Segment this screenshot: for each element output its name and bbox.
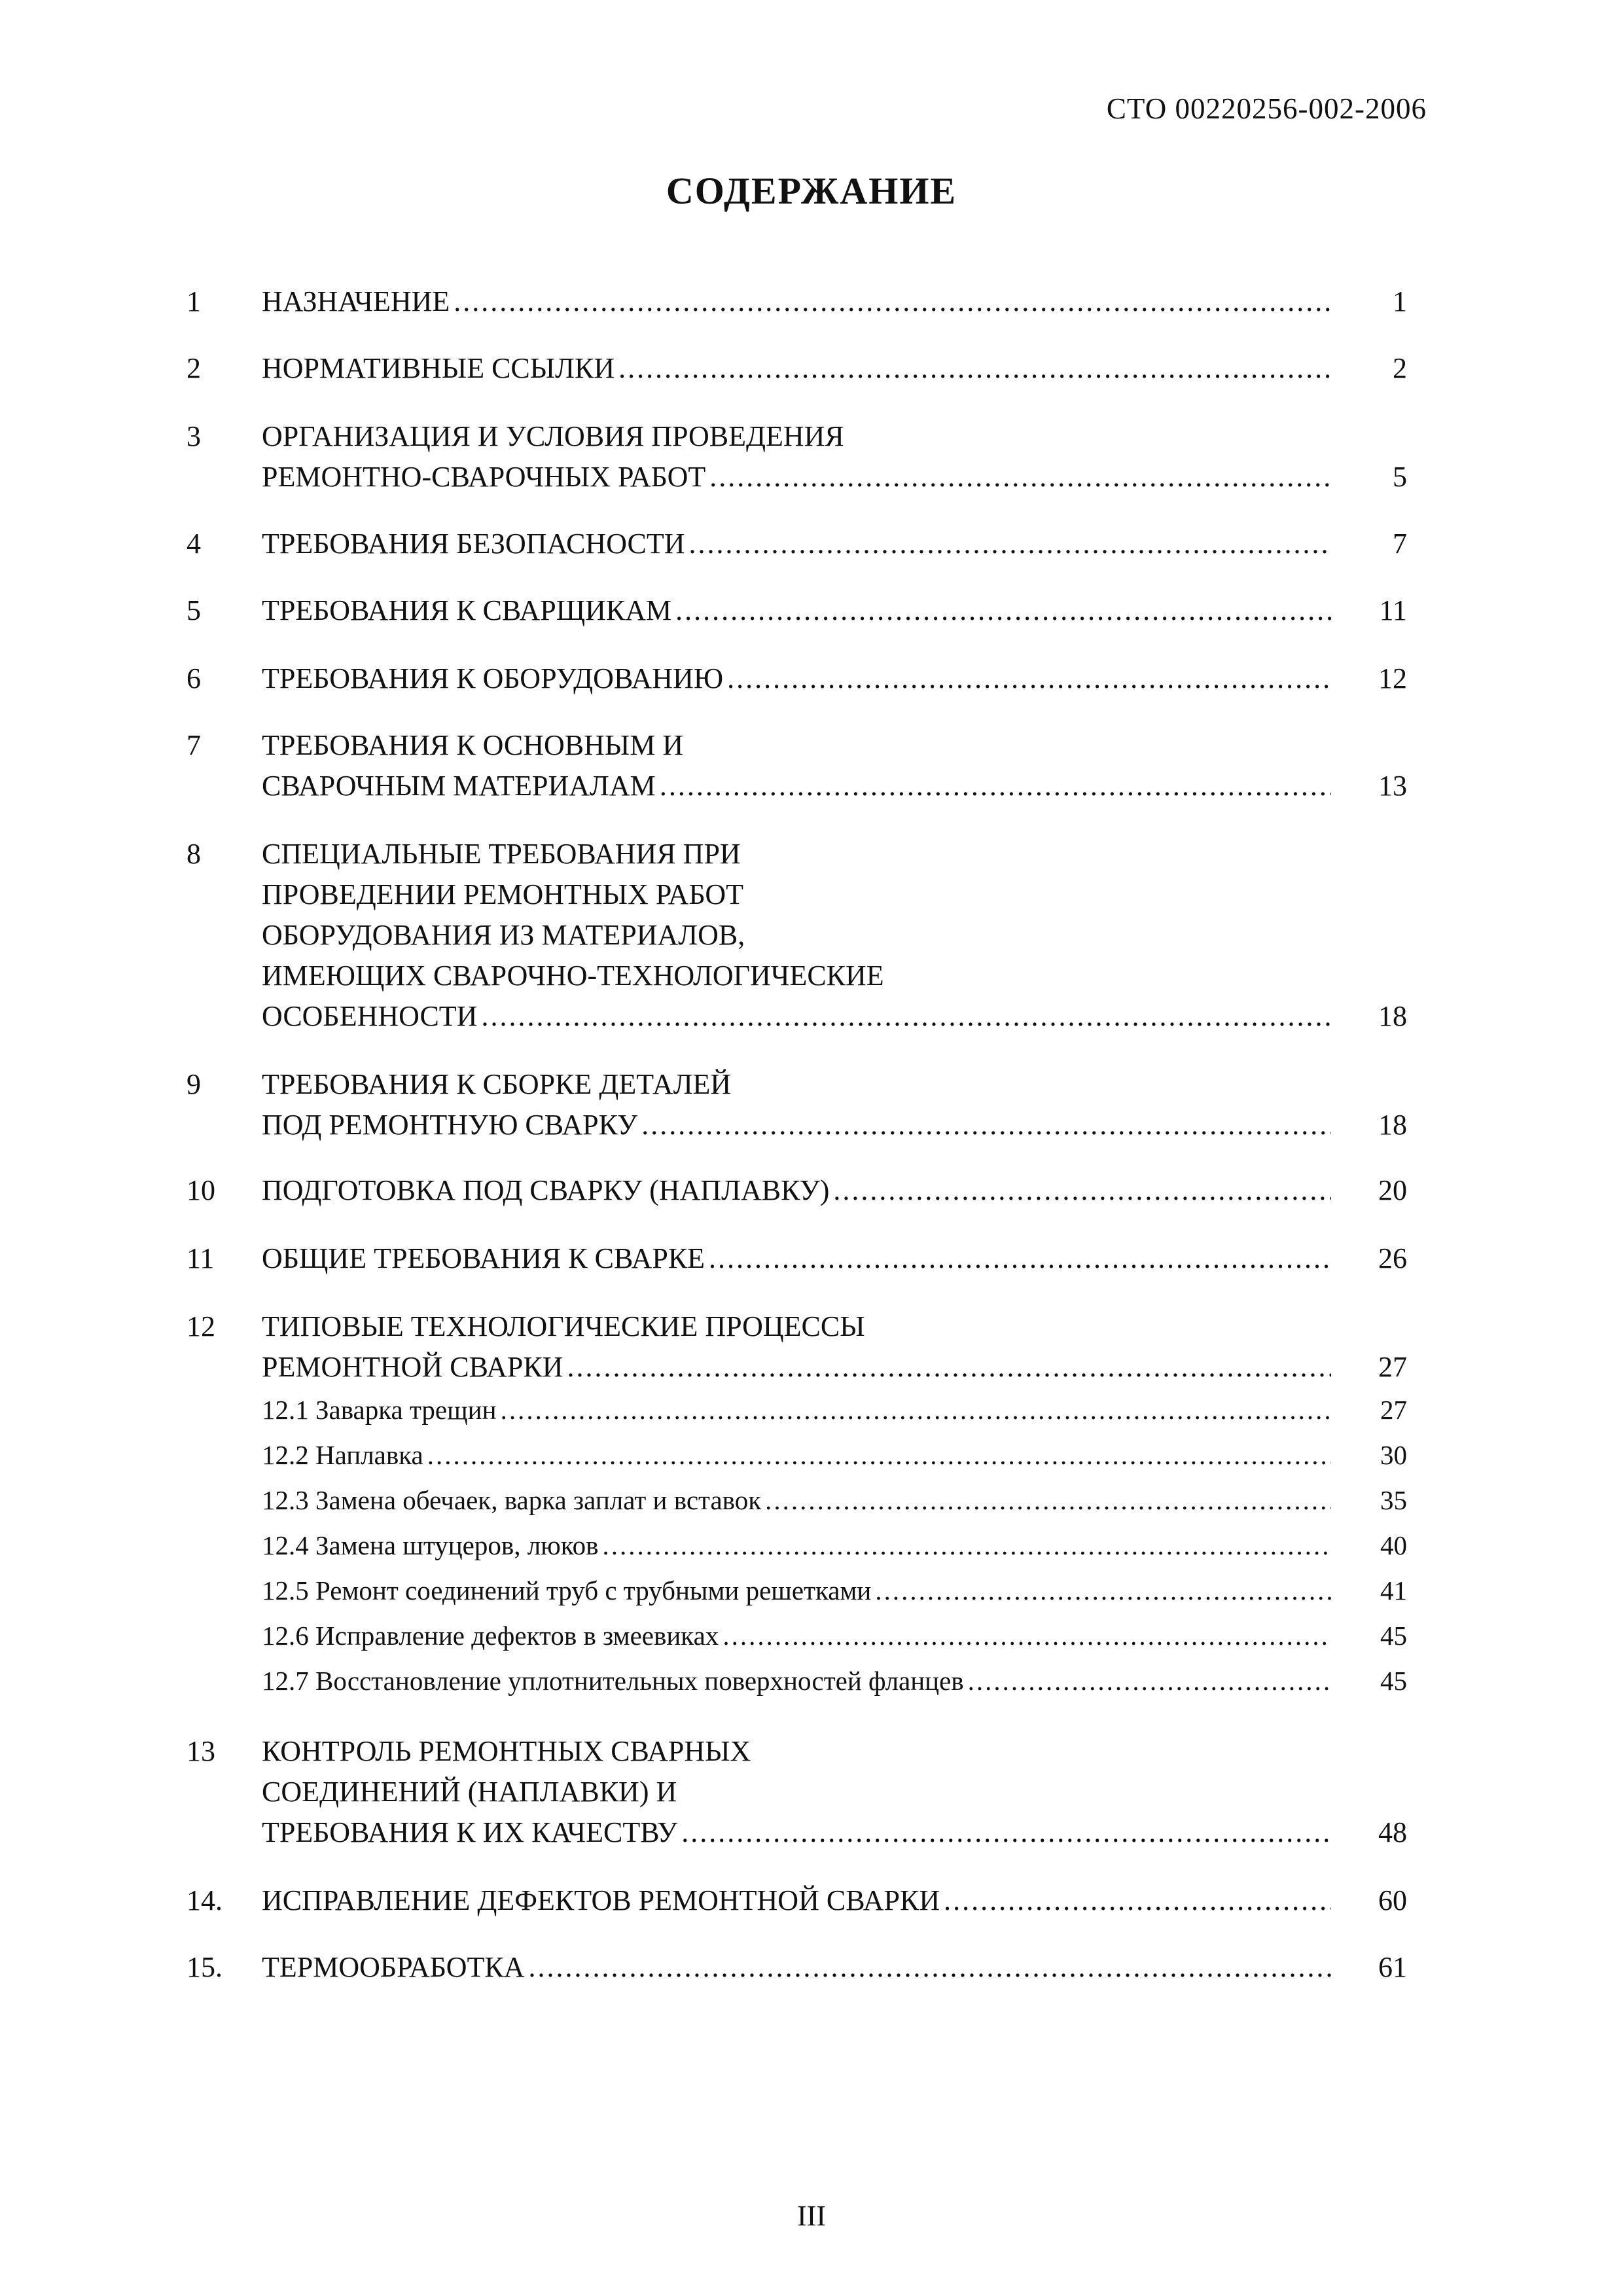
toc-entry-title-line: НАЗНАЧЕНИЕ (262, 285, 450, 317)
toc-entry-page: 60 (1378, 1884, 1407, 1916)
dot-leader (660, 766, 1331, 806)
dot-leader (875, 1568, 1331, 1613)
toc-entry-title-line: ПОДГОТОВКА ПОД СВАРКУ (НАПЛАВКУ) (262, 1174, 830, 1206)
toc-entry-title-line: ТРЕБОВАНИЯ К СБОРКЕ ДЕТАЛЕЙ (262, 1068, 732, 1100)
toc-subentry-title: 12.4 Замена штуцеров, люков (262, 1530, 599, 1560)
toc-entry (187, 524, 1407, 564)
toc-entry (187, 834, 1407, 1037)
toc-entry (187, 1306, 1407, 1704)
dot-leader (765, 1478, 1331, 1523)
toc-entry-number: 3 (187, 420, 201, 452)
dot-leader (722, 1613, 1331, 1659)
dot-leader (603, 1523, 1331, 1568)
dot-leader (944, 1880, 1331, 1921)
toc-entry-title-line: НОРМАТИВНЫЕ ССЫЛКИ (262, 352, 615, 384)
toc-subentry (262, 1523, 1407, 1568)
toc-subentry (262, 1659, 1407, 1704)
toc-subentry-page: 35 (1380, 1485, 1407, 1515)
toc-entry-number: 15. (187, 1951, 223, 1983)
toc-subentry-page: 41 (1380, 1575, 1407, 1605)
toc-entry-title-line: РЕМОНТНО-СВАРОЧНЫХ РАБОТ (262, 461, 706, 493)
toc-entry (187, 281, 1407, 322)
toc-entry-page: 1 (1393, 285, 1407, 317)
toc-entry-page: 61 (1378, 1951, 1407, 1983)
toc-entry-number: 10 (187, 1174, 215, 1206)
table-of-contents (187, 255, 1407, 1988)
toc-entry (187, 1238, 1407, 1279)
toc-subentry (262, 1433, 1407, 1478)
toc-entry-title-line: ПОД РЕМОНТНУЮ СВАРКУ (262, 1109, 638, 1141)
toc-entry-title-line: СПЕЦИАЛЬНЫЕ ТРЕБОВАНИЯ ПРИ (262, 838, 741, 870)
toc-entry-title-line: РЕМОНТНОЙ СВАРКИ (262, 1351, 563, 1383)
toc-subentry-page: 45 (1380, 1666, 1407, 1696)
toc-entry-page: 18 (1378, 1109, 1407, 1141)
dot-leader (501, 1388, 1331, 1433)
toc-entry-title-line: ОБОРУДОВАНИЯ ИЗ МАТЕРИАЛОВ, (262, 919, 745, 951)
toc-entry-title-line: ТРЕБОВАНИЯ К ОБОРУДОВАНИЮ (262, 662, 724, 694)
toc-entry-title-line: ПРОВЕДЕНИИ РЕМОНТНЫХ РАБОТ (262, 878, 744, 910)
toc-entry-page: 2 (1393, 352, 1407, 384)
dot-leader (454, 281, 1331, 322)
toc-subentry-page: 40 (1380, 1530, 1407, 1560)
dot-leader (709, 457, 1331, 497)
toc-entry-title-line: ТРЕБОВАНИЯ К ИХ КАЧЕСТВУ (262, 1816, 678, 1848)
dot-leader (481, 996, 1331, 1037)
dot-leader (833, 1170, 1331, 1211)
toc-entry-title-line: ОБЩИЕ ТРЕБОВАНИЯ К СВАРКЕ (262, 1242, 705, 1274)
toc-entry (187, 348, 1407, 389)
toc-entry-number: 14. (187, 1884, 223, 1916)
toc-subentry (262, 1388, 1407, 1433)
toc-entry-number: 11 (187, 1242, 215, 1274)
toc-entry-number: 13 (187, 1735, 215, 1767)
toc-entry (187, 1064, 1407, 1145)
toc-entry-title-line: ИМЕЮЩИХ СВАРОЧНО-ТЕХНОЛОГИЧЕСКИЕ (262, 960, 884, 992)
toc-entry-title-line: КОНТРОЛЬ РЕМОНТНЫХ СВАРНЫХ (262, 1735, 751, 1767)
footer-page-number: III (797, 2200, 826, 2232)
toc-entry (187, 658, 1407, 699)
toc-subentry (262, 1478, 1407, 1523)
toc-subentry-title: 12.6 Исправление дефектов в змеевиках (262, 1621, 719, 1651)
toc-subentry (262, 1568, 1407, 1613)
toc-entry-page: 48 (1378, 1816, 1407, 1848)
dot-leader (529, 1947, 1331, 1988)
toc-entry (187, 1170, 1407, 1211)
toc-entry-number: 9 (187, 1068, 201, 1100)
toc-entry-page: 7 (1393, 528, 1407, 560)
toc-entry-title-line: ТЕРМООБРАБОТКА (262, 1951, 525, 1983)
dot-leader (681, 1812, 1331, 1853)
toc-entry-number: 8 (187, 838, 201, 870)
dot-leader (727, 658, 1331, 699)
toc-subentry-title: 12.2 Наплавка (262, 1440, 423, 1470)
toc-subentry-page: 45 (1380, 1621, 1407, 1651)
dot-leader (618, 348, 1331, 389)
toc-entry (187, 1731, 1407, 1853)
toc-entry (187, 416, 1407, 497)
toc-entry-title-line: СОЕДИНЕНИЙ (НАПЛАВКИ) И (262, 1776, 677, 1808)
toc-entry-title-line: ТИПОВЫЕ ТЕХНОЛОГИЧЕСКИЕ ПРОЦЕССЫ (262, 1310, 865, 1342)
toc-entry-title-line: ОРГАНИЗАЦИЯ И УСЛОВИЯ ПРОВЕДЕНИЯ (262, 420, 844, 452)
toc-entry-number: 4 (187, 528, 201, 560)
toc-entry-page: 11 (1379, 594, 1407, 626)
toc-entry (187, 1880, 1407, 1921)
toc-entry-title-line: ИСПРАВЛЕНИЕ ДЕФЕКТОВ РЕМОНТНОЙ СВАРКИ (262, 1884, 940, 1916)
toc-entry (187, 1947, 1407, 1988)
toc-entry-number: 5 (187, 594, 201, 626)
toc-subentry-title: 12.5 Ремонт соединений труб с трубными решетками (262, 1575, 872, 1605)
toc-entry-title-line: ТРЕБОВАНИЯ К СВАРЩИКАМ (262, 594, 672, 626)
dot-leader (968, 1659, 1331, 1704)
toc-entry-page: 26 (1378, 1242, 1407, 1274)
toc-entry-title-line: ТРЕБОВАНИЯ К ОСНОВНЫМ И (262, 729, 684, 761)
toc-entry-page: 18 (1378, 1000, 1407, 1032)
toc-subentry-page: 30 (1380, 1440, 1407, 1470)
toc-entry (187, 725, 1407, 806)
toc-entry-page: 13 (1378, 770, 1407, 802)
toc-subentry-title: 12.7 Восстановление уплотнительных поверхностей фланцев (262, 1666, 964, 1696)
dot-leader (641, 1105, 1331, 1145)
toc-entry-title-line: ТРЕБОВАНИЯ БЕЗОПАСНОСТИ (262, 528, 685, 560)
toc-entry-title-line: ОСОБЕННОСТИ (262, 1000, 478, 1032)
document-code: СТО 00220256-002-2006 (1106, 92, 1427, 125)
toc-subentry-title: 12.3 Замена обечаек, варка заплат и вставок (262, 1485, 762, 1515)
dot-leader (427, 1433, 1331, 1478)
toc-entry (187, 590, 1407, 631)
toc-entry-number: 7 (187, 729, 201, 761)
toc-entry-page: 20 (1378, 1174, 1407, 1206)
toc-subentry (262, 1613, 1407, 1659)
toc-subentry-title: 12.1 Заварка трещин (262, 1395, 497, 1425)
toc-entry-number: 6 (187, 662, 201, 694)
toc-subentry-page: 27 (1380, 1395, 1407, 1425)
toc-entry-page: 27 (1378, 1351, 1407, 1383)
toc-entry-page: 5 (1393, 461, 1407, 493)
toc-entry-page: 12 (1378, 662, 1407, 694)
dot-leader (689, 524, 1331, 564)
toc-entry-number: 12 (187, 1310, 215, 1342)
page-title: СОДЕРЖАНИЕ (666, 170, 957, 212)
toc-entry-number: 1 (187, 285, 201, 317)
toc-entry-title-line: СВАРОЧНЫМ МАТЕРИАЛАМ (262, 770, 656, 802)
dot-leader (567, 1347, 1331, 1388)
toc-entry-number: 2 (187, 352, 201, 384)
dot-leader (709, 1238, 1331, 1279)
dot-leader (675, 590, 1331, 631)
